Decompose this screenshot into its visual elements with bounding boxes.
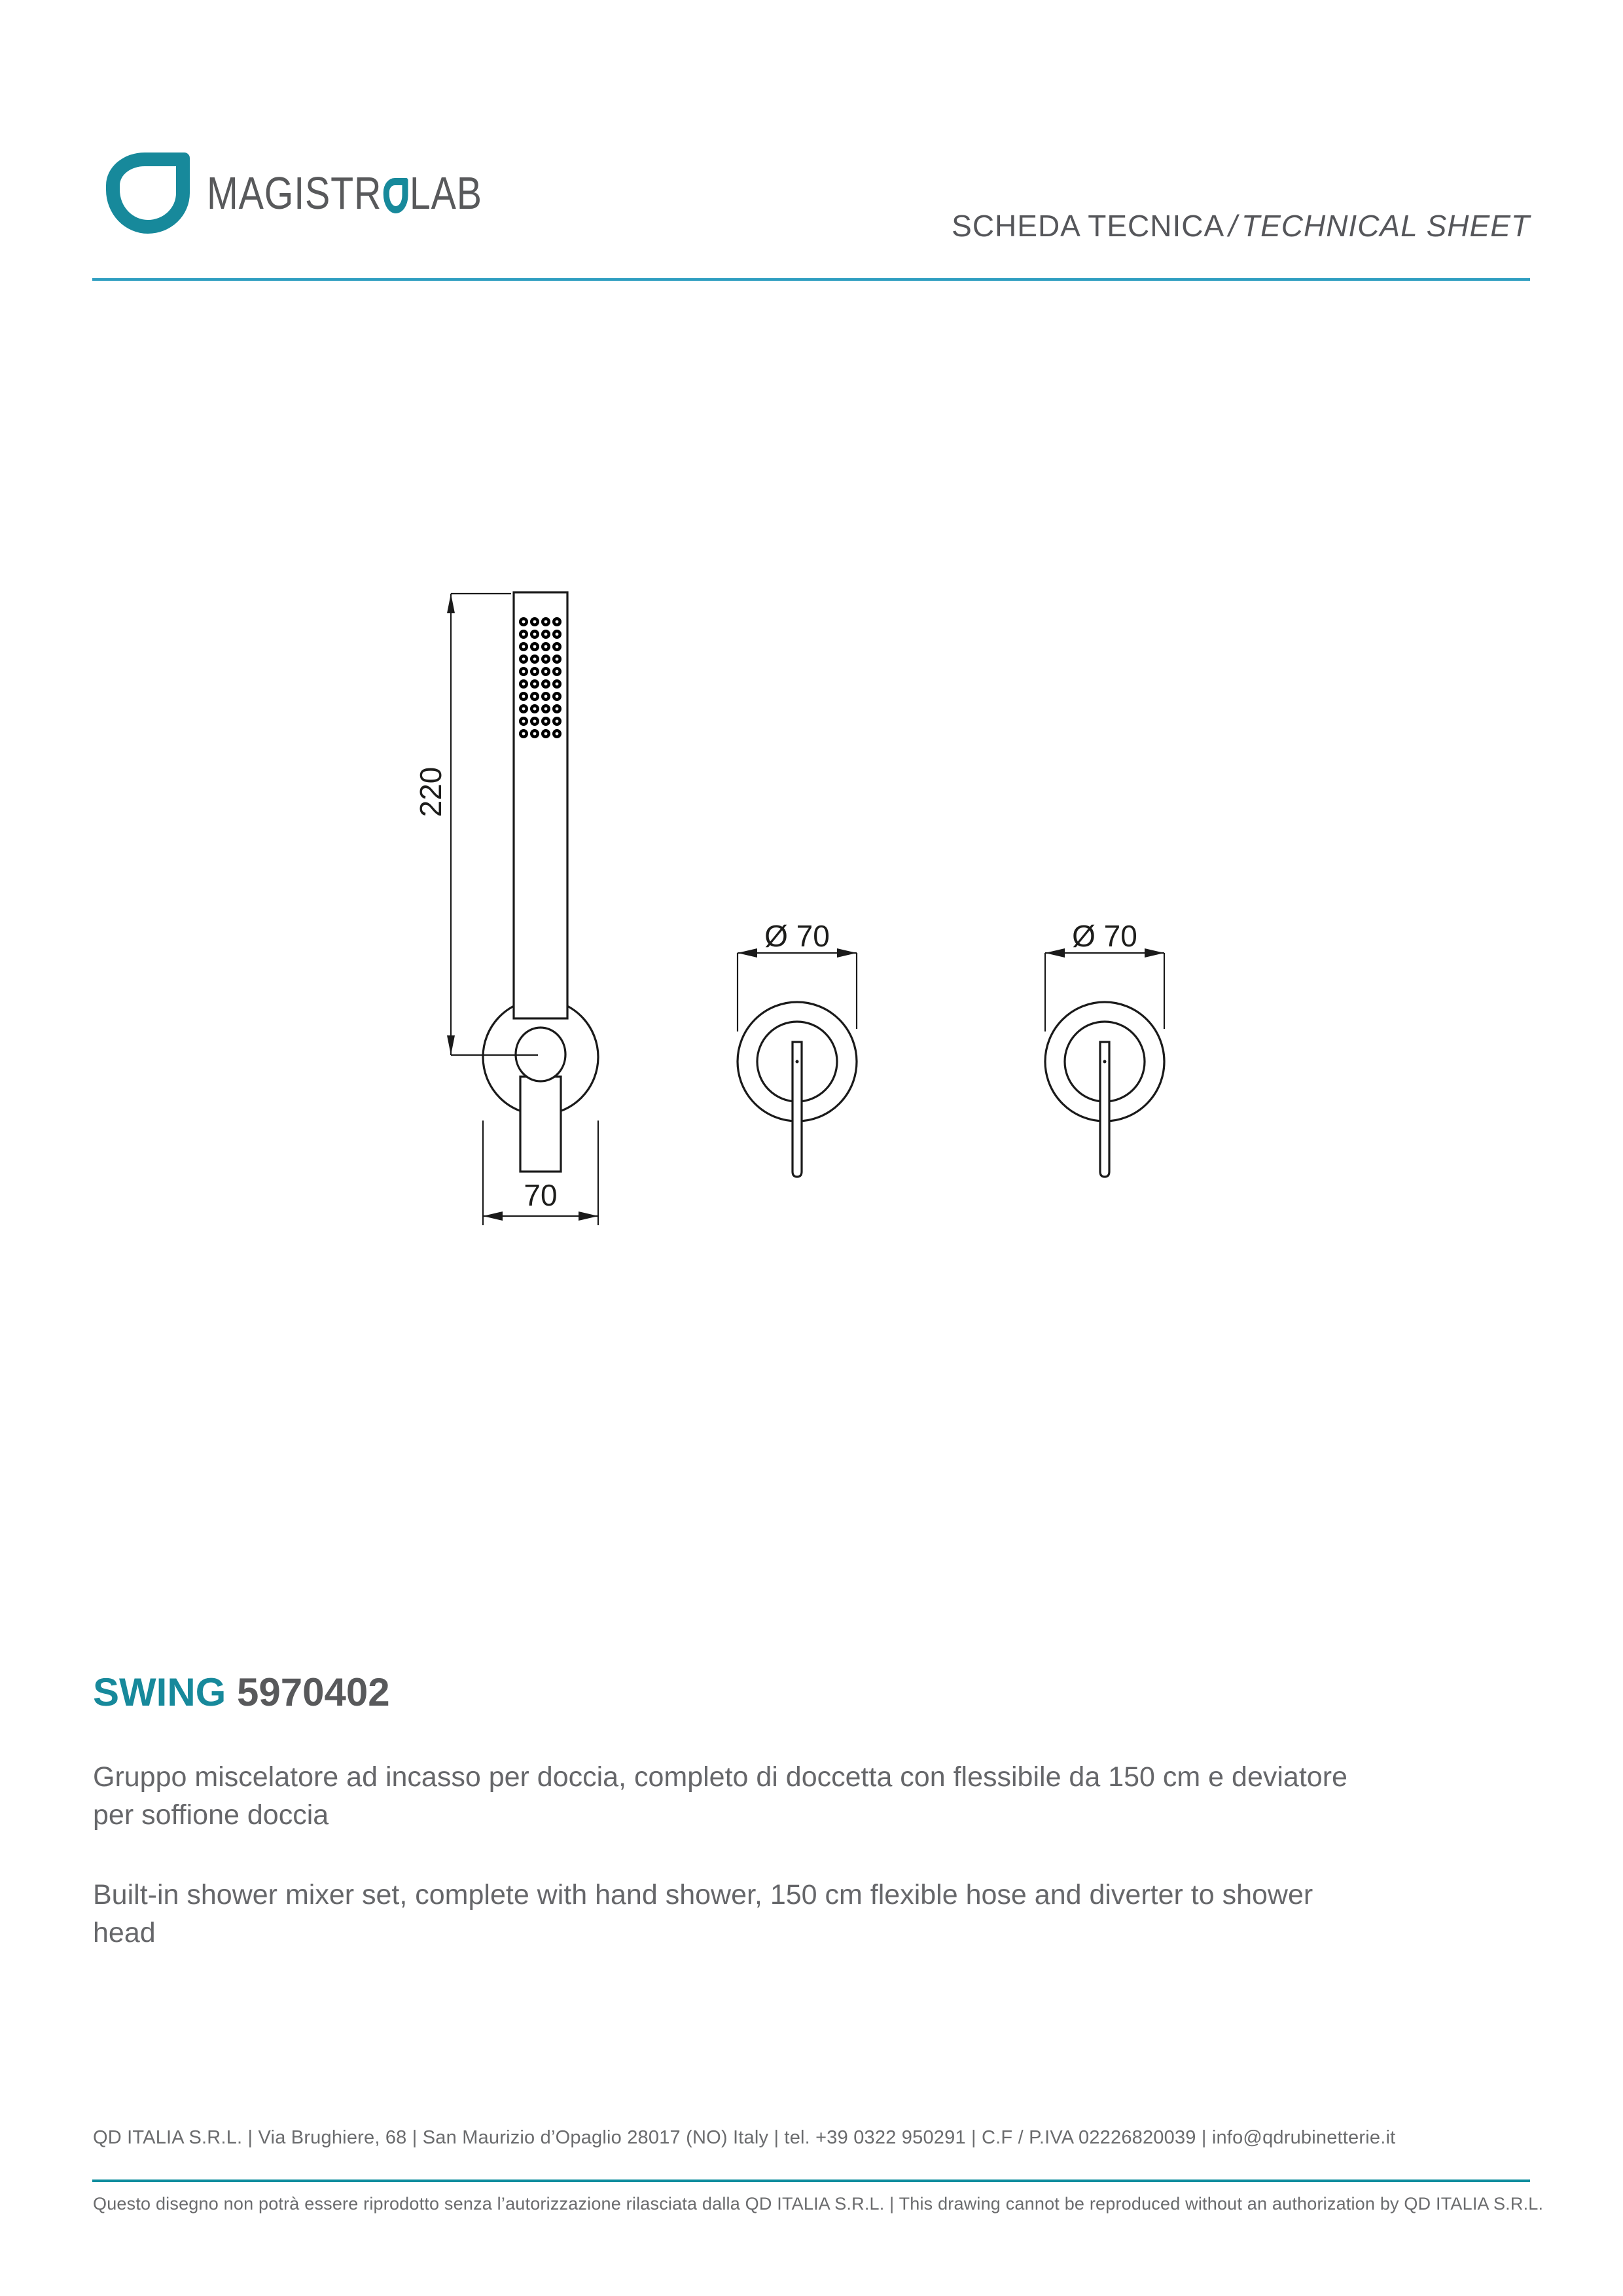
drop-logo-icon <box>106 152 190 234</box>
brand-logo <box>106 152 543 234</box>
wordmark-right: LAB <box>409 168 482 219</box>
product-code: 5970402 <box>237 1670 390 1714</box>
footer-divider-line <box>92 2179 1530 2182</box>
wordmark-left: MAGISTR <box>207 168 382 219</box>
dimension-70-label: 70 <box>524 1178 558 1212</box>
sheet-label-italian: SCHEDA TECNICA <box>952 209 1225 243</box>
header-divider-line <box>92 278 1530 281</box>
sheet-type-label <box>952 211 1530 241</box>
description-italian-line2: per soffione doccia <box>93 1799 329 1831</box>
diverter-figure <box>1045 919 1164 1177</box>
description-italian <box>93 1758 1347 1834</box>
brand-wordmark <box>207 167 482 219</box>
mixer-figure <box>738 919 857 1177</box>
handshower-figure <box>414 592 598 1225</box>
sheet-label-separator: / <box>1228 209 1238 243</box>
handshower-handle <box>520 1077 561 1172</box>
copyright-disclaimer: Questo disegno non potrà essere riprodotto senza l’autorizzazione rilasciata dalla QD ITALIA S.R.L. | This drawing cannot be reproduced without an authorization by QD ITALIA S.R.L. <box>93 2194 1544 2214</box>
diverter-diameter-label: Ø 70 <box>1072 919 1137 953</box>
product-title <box>93 1670 390 1714</box>
sheet-label-english: TECHNICAL SHEET <box>1241 209 1530 243</box>
dimension-220-label: 220 <box>414 766 448 817</box>
drop-letter-icon <box>383 178 408 213</box>
description-italian-line1: Gruppo miscelatore ad incasso per doccia, completo di doccetta con flessibile da 150 cm e deviatore <box>93 1761 1347 1793</box>
description-english <box>93 1876 1313 1952</box>
mixer-diameter-label: Ø 70 <box>764 919 830 953</box>
company-info-line: QD ITALIA S.R.L. | Via Brughiere, 68 | San Maurizio d’Opaglio 28017 (NO) Italy | tel. +39 0322 950291 | C.F / P.IVA 02226820039 | info@qdrubinetterie.it <box>93 2127 1396 2148</box>
diverter-center-mark <box>1103 1060 1107 1064</box>
mixer-center-mark <box>796 1060 799 1064</box>
technical-drawing <box>393 563 1243 1257</box>
description-english-line2: head <box>93 1917 156 1948</box>
product-series: SWING <box>93 1670 226 1714</box>
description-english-line1: Built-in shower mixer set, complete with hand shower, 150 cm flexible hose and diverter to shower <box>93 1879 1313 1910</box>
